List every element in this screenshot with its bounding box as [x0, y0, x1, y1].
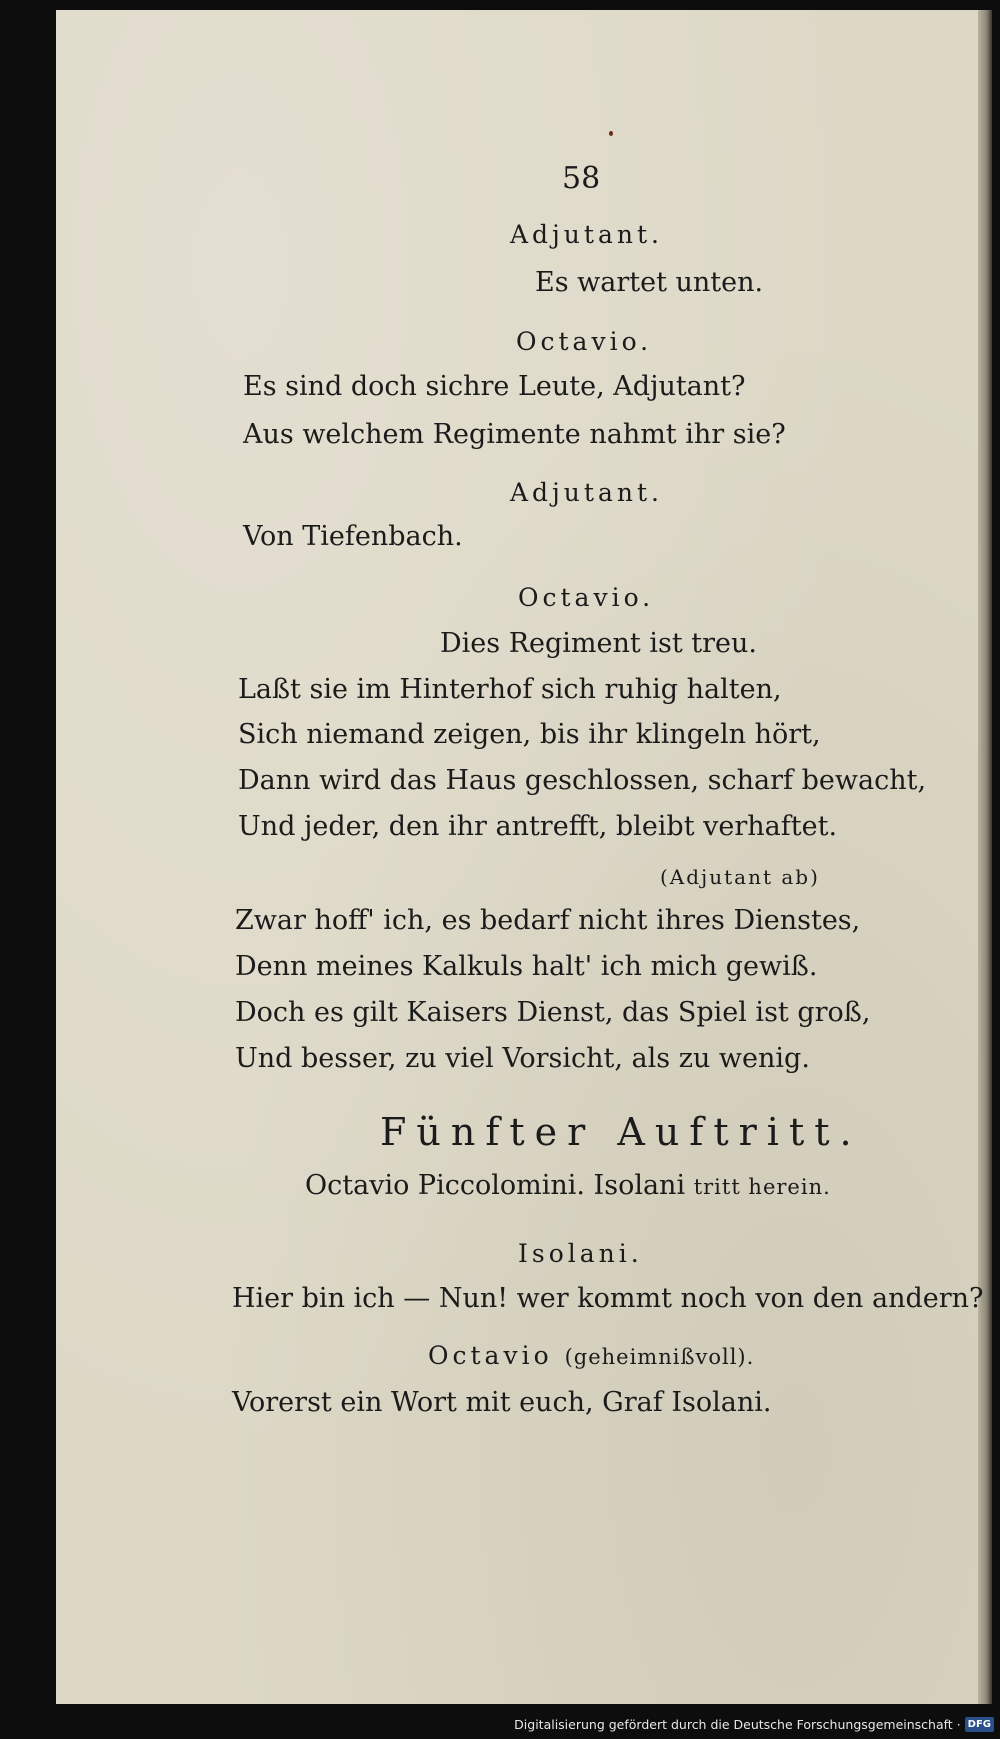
verse-line: Doch es gilt Kaisers Dienst, das Spiel ist groß, [235, 997, 871, 1028]
scene-heading: Fünfter Auftritt. [380, 1110, 862, 1154]
footer-text: Digitalisierung gefördert durch die Deutsche Forschungsgemeinschaft · [514, 1716, 961, 1732]
speaker-direction: (geheimnißvoll). [564, 1345, 755, 1369]
verse-line: Hier bin ich — Nun! wer kommt noch von den andern? [232, 1283, 984, 1314]
cast-direction: tritt herein. [693, 1175, 831, 1199]
verse-line: Dann wird das Haus geschlossen, scharf bewacht, [238, 765, 927, 796]
verse-line: Und jeder, den ihr antrefft, bleibt verhaftet. [238, 811, 838, 842]
speaker-octavio-1: Octavio. [516, 327, 653, 356]
speaker-name: Octavio [428, 1341, 553, 1370]
verse-line: Es sind doch sichre Leute, Adjutant? [243, 371, 746, 402]
verse-line: Laßt sie im Hinterhof sich ruhig halten, [238, 674, 782, 705]
speaker-isolani: Isolani. [518, 1239, 643, 1268]
book-page [56, 10, 980, 1704]
verse-line: Und besser, zu viel Vorsicht, als zu wenig. [235, 1043, 810, 1074]
cast-line [305, 1169, 831, 1204]
ink-speck [609, 131, 613, 136]
stage-direction: (Adjutant ab) [660, 865, 820, 889]
speaker-adjutant-1: Adjutant. [510, 220, 663, 249]
verse-line: Aus welchem Regimente nahmt ihr sie? [243, 419, 786, 450]
verse-line: Es wartet unten. [535, 267, 764, 298]
verse-line: Dies Regiment ist treu. [440, 628, 757, 659]
page-edge [978, 10, 992, 1704]
speaker-octavio-2: Octavio. [518, 583, 655, 612]
page-number: 58 [562, 161, 601, 196]
verse-line: Sich niemand zeigen, bis ihr klingeln hört, [238, 719, 821, 750]
verse-line: Vorerst ein Wort mit euch, Graf Isolani. [232, 1387, 772, 1418]
speaker-octavio-3 [428, 1339, 754, 1374]
dfg-logo-icon: DFG [965, 1717, 994, 1732]
speaker-adjutant-2: Adjutant. [510, 478, 663, 507]
digitization-footer [514, 1713, 994, 1735]
verse-line: Von Tiefenbach. [243, 521, 463, 552]
verse-line: Denn meines Kalkuls halt' ich mich gewiß. [235, 951, 818, 982]
cast-names: Octavio Piccolomini. Isolani [305, 1170, 686, 1201]
verse-line: Zwar hoff' ich, es bedarf nicht ihres Dienstes, [235, 905, 861, 936]
